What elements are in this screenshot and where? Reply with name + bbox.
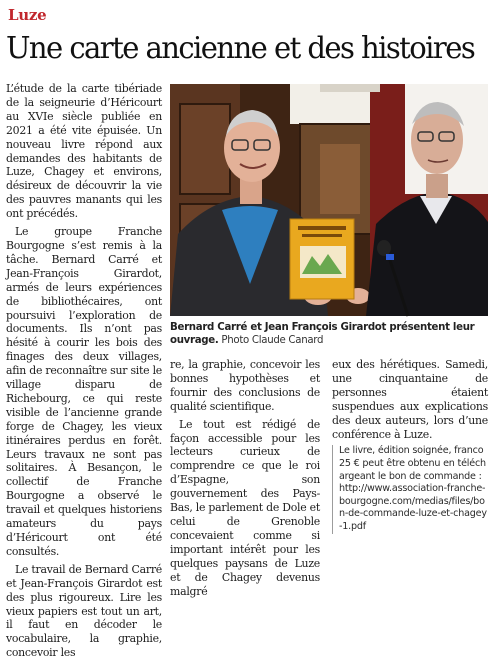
section-kicker: Luze: [8, 6, 47, 24]
photo-caption: [170, 321, 488, 347]
article-headline: Une carte ancienne et des histoires: [6, 31, 475, 65]
paragraph: Le groupe Franche Bourgogne s’est remis à la tâche. Bernard Carré et Jean-François Girardot, armés de leurs expériences de bibliothécaires, ont poursuivi l’exploration de documents. Ils n’ont pas hésité à courir les bois des finages des deux villages, afin de reconnaître sur site le village disparu de Richebourg, ce qui reste visible de l’ancienne grande forge de Chagey, les vieux itinéraires perdus en forêt. Leurs travaux ne sont pas solitaires. À Besançon, le collectif de Franche Bourgogne a observé le travail et quelques historiens amateurs du pays d’Héricourt ont été consultés.: [6, 225, 162, 558]
article-column-3: [332, 358, 488, 550]
paragraph: L’étude de la carte tibériade de la seigneurie d’Héricourt au XVIe siècle publiée en 2021 a été vite épuisée. Un nouveau livre répond aux demandes des habitants de Luze, Chagey et environs, désireux de découvrir la vie des pauvres manants qui les ont précédés.: [6, 82, 162, 221]
paragraph: Le travail de Bernard Carré et Jean-François Girardot est des plus rigoureux. Lire les vieux papiers est tout un art, il faut en décoder le vocabulaire, la graphie, concevoir les: [6, 562, 162, 660]
order-info-box: Le livre, édition soignée, franco 25 € peut être obtenu en téléchargeant le bon de commande : http://www.association-franche-bourgogne.com/medias/files/bon-de-commande-luze-et-chagey-1.pdf: [332, 445, 488, 533]
book-cover: [290, 219, 354, 299]
paragraph: Le tout est rédigé de façon accessible pour les lecteurs curieux de comprendre ce que le roi d’Espagne, son gouvernement des Pays-Bas, le parlement de Dole et celui de Grenoble concevaient comme si important intérêt pour les quelques paysans de Luze et de Chagey devenus malgré: [170, 417, 320, 598]
paragraph: eux des hérétiques. Samedi, une cinquantaine de personnes étaient suspendues aux explications des deux auteurs, lors d’une conférence à Luze.: [332, 358, 488, 441]
photo-credit: Photo Claude Canard: [221, 335, 324, 346]
paragraph: re, la graphie, concevoir les bonnes hypothèses et fournir des conclusions de qualité scientifique.: [170, 358, 320, 413]
article-column-1: [6, 82, 162, 660]
article-column-2: [170, 358, 320, 598]
article-photo: [170, 84, 488, 316]
caption-names: Bernard Carré et Jean François Girardot présentent leur ouvrage.: [170, 322, 475, 346]
photo-illustration: [170, 84, 488, 316]
